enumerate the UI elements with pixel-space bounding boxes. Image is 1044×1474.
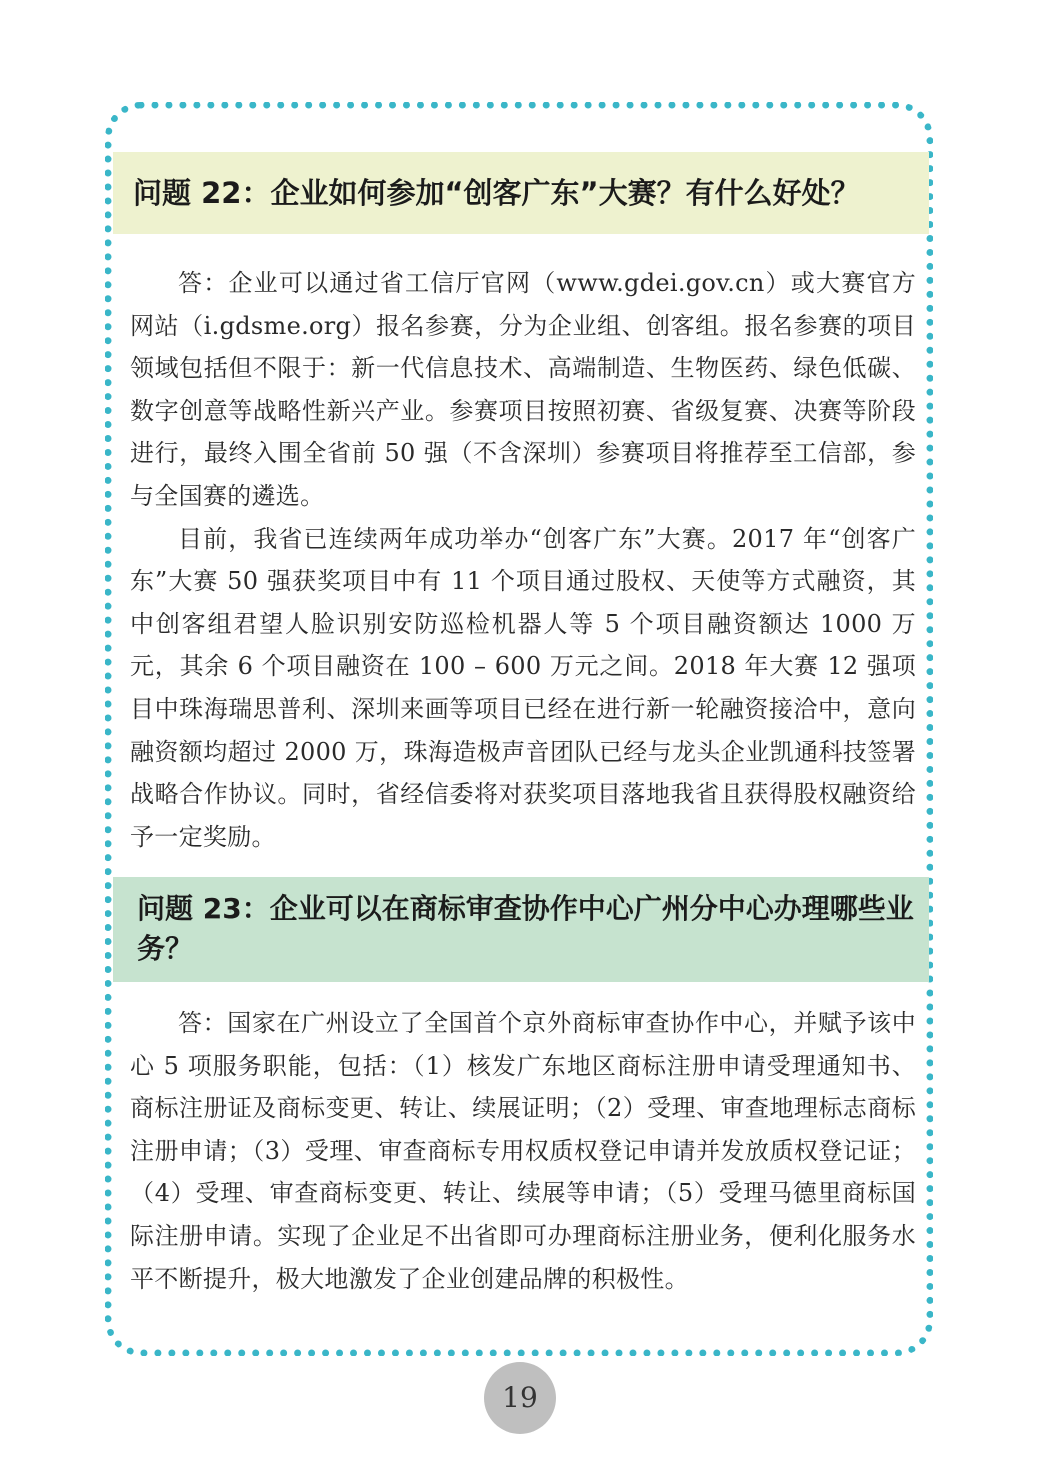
answer-23-paragraph-1: 答：国家在广州设立了全国首个京外商标审查协作中心，并赋予该中心 5 项服务职能，包括：（1）核发广东地区商标注册申请受理通知书、商标注册证及商标变更、转让、续展证明；（2）受理、审查地理标志商标注册申请；（3）受理、审查商标专用权质权登记申请并发放质权登记证；（4）受理、审查商标变更、转让、续展等申请；（5）受理马德里商标国际注册申请。实现了企业足不出省即可办理商标注册业务，便利化服务水平不断提升，极大地激发了企业创建品牌的积极性。 — [130, 1009, 916, 1293]
question-22-answer — [130, 262, 916, 858]
question-23-title: 问题 23：企业可以在商标审查协作中心广州分中心办理哪些业务？ — [113, 877, 929, 982]
answer-22-paragraph-2: 目前，我省已连续两年成功举办“创客广东”大赛。2017 年“创客广东”大赛 50 强获奖项目中有 11 个项目通过股权、天使等方式融资，其中创客组君望人脸识别安防巡检机器人等 5 个项目融资额达 1000 万元，其余 6 个项目融资在 100 – 600 万元之间。2018 年大赛 12 强项目中珠海瑞思普利、深圳来画等项目已经在进行新一轮融资接洽中，意向融资额均超过 2000 万，珠海造极声音团队已经与龙头企业凯通科技签署战略合作协议。同时，省经信委将对获奖项目落地我省且获得股权融资给予一定奖励。 — [130, 524, 916, 851]
answer-22-paragraph-1: 答：企业可以通过省工信厅官网（www.gdei.gov.cn）或大赛官方网站（i.gdsme.org）报名参赛，分为企业组、创客组。报名参赛的项目领域包括但不限于：新一代信息技术、高端制造、生物医药、绿色低碳、数字创意等战略性新兴产业。参赛项目按照初赛、省级复赛、决赛等阶段进行，最终入围全省前 50 强（不含深圳）参赛项目将推荐至工信部，参与全国赛的遴选。 — [130, 269, 916, 510]
page-number: 19 — [484, 1362, 556, 1434]
question-23-answer — [130, 1002, 916, 1300]
question-22-title: 问题 22：企业如何参加“创客广东”大赛？有什么好处？ — [113, 152, 929, 234]
